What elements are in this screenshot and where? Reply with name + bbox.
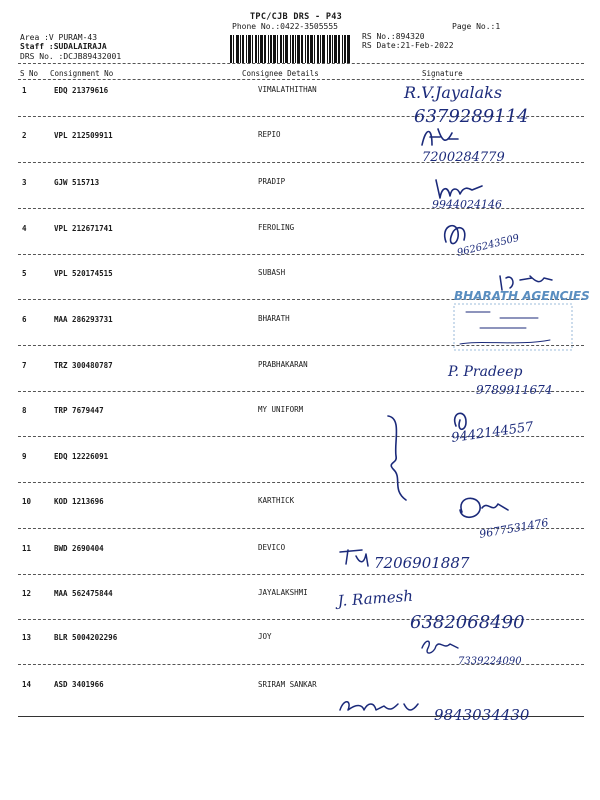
- row-sno: 5: [22, 269, 27, 278]
- signature-name: R.V.Jayalaks: [404, 83, 503, 102]
- row-sno: 14: [22, 680, 32, 689]
- staff-label: Staff :SUDALAIRAJA: [20, 42, 107, 51]
- signature-phone: 9677531476: [478, 515, 550, 541]
- col-sno: S No: [20, 69, 39, 78]
- row-consignment: EDQ 21379616: [54, 86, 109, 95]
- row-consignee: REPIO: [258, 130, 281, 139]
- row-consignment: ASD 3401966: [54, 680, 104, 689]
- col-signature: Signature: [422, 69, 463, 78]
- row-consignment: KOD 1213696: [54, 497, 104, 506]
- row-consignee: SUBASH: [258, 268, 286, 277]
- row-consignee: MY UNIFORM: [258, 405, 304, 414]
- signature-phone: 6379289114: [414, 106, 529, 127]
- barcode: [230, 35, 352, 63]
- signature-1: [398, 80, 578, 128]
- row-consignment: BLR 5004202296: [54, 633, 118, 642]
- row-consignment: EDQ 12226091: [54, 452, 109, 461]
- signature-5-6-stamp: [440, 270, 598, 356]
- row-sno: 3: [22, 178, 27, 187]
- row-sno: 10: [22, 497, 32, 506]
- signature-11: [334, 542, 514, 578]
- phone-number: Phone No.:0422-3505555: [232, 22, 338, 31]
- row-consignee: PRABHAKARAN: [258, 360, 308, 369]
- row-consignment: VPL 520174515: [54, 269, 113, 278]
- rs-date: RS Date:21-Feb-2022: [362, 41, 454, 50]
- document-title: TPC/CJB DRS - P43: [250, 12, 343, 22]
- row-consignment: TRP 7679447: [54, 406, 104, 415]
- signature-phone: 7339224090: [458, 656, 522, 667]
- row-sno: 1: [22, 86, 27, 95]
- signature-3: [430, 172, 570, 216]
- signature-phone: 9789911674: [476, 383, 553, 397]
- signature-2: [418, 123, 578, 167]
- row-sno: 8: [22, 406, 27, 415]
- signature-phone: 7206901887: [374, 554, 470, 572]
- signature-name: P. Pradeep: [448, 364, 523, 380]
- row-consignment: VPL 212509911: [54, 131, 113, 140]
- brace-mark: [380, 412, 420, 507]
- signature-13: [418, 630, 558, 670]
- drs-number: DRS No. :DCJB89432001: [20, 52, 122, 61]
- signature-phone: 9626243509: [456, 232, 521, 259]
- stamp-title: BHARATH AGENCIES: [454, 289, 590, 303]
- signature-14: [334, 690, 574, 730]
- row-consignee: VIMALATHITHAN: [258, 85, 317, 94]
- row-consignment: MAA 562475844: [54, 589, 113, 598]
- row-sno: 13: [22, 633, 32, 642]
- signature-phone: 9843034430: [434, 706, 530, 724]
- row-sno: 7: [22, 361, 27, 370]
- signature-4: [438, 216, 578, 266]
- signature-10: [452, 490, 582, 546]
- signature-name: J. Ramesh: [337, 586, 414, 610]
- signature-phone: 6382068490: [410, 612, 525, 633]
- row-sno: 9: [22, 452, 27, 461]
- col-consignee: Consignee Details: [242, 69, 319, 78]
- row-consignment: BWD 2690404: [54, 544, 104, 553]
- row-sno: 11: [22, 544, 32, 553]
- row-sno: 2: [22, 131, 27, 140]
- row-consignee: PRADIP: [258, 177, 286, 186]
- signature-phone: 7200284779: [422, 150, 505, 165]
- row-sno: 6: [22, 315, 27, 324]
- area-label: Area :V PURAM-43: [20, 33, 98, 42]
- row-consignment: VPL 212671741: [54, 224, 113, 233]
- header-divider: [18, 63, 584, 64]
- row-consignee: JAYALAKSHMI: [258, 588, 308, 597]
- row-consignment: TRZ 300480787: [54, 361, 113, 370]
- signature-phone: 9944024146: [432, 198, 502, 211]
- signature-7: [446, 358, 576, 398]
- signature-8: [448, 402, 588, 452]
- rs-number: RS No.:894320: [362, 32, 425, 41]
- row-consignment: MAA 286293731: [54, 315, 113, 324]
- row-consignee: FEROLING: [258, 223, 295, 232]
- row-consignment: GJW 515713: [54, 178, 100, 187]
- row-sno: 4: [22, 224, 27, 233]
- col-consignment: Consignment No: [50, 69, 114, 78]
- signature-phone: 9442144557: [450, 419, 535, 446]
- row-consignee: JOY: [258, 632, 272, 641]
- row-sno: 12: [22, 589, 32, 598]
- signature-12: [336, 584, 586, 636]
- row-consignee: SRIRAM SANKAR: [258, 680, 317, 689]
- page-number: Page No.:1: [452, 22, 501, 31]
- row-consignee: KARTHICK: [258, 496, 295, 505]
- row-divider: [18, 482, 584, 483]
- row-consignee: BHARATH: [258, 314, 290, 323]
- row-consignee: DEVICO: [258, 543, 286, 552]
